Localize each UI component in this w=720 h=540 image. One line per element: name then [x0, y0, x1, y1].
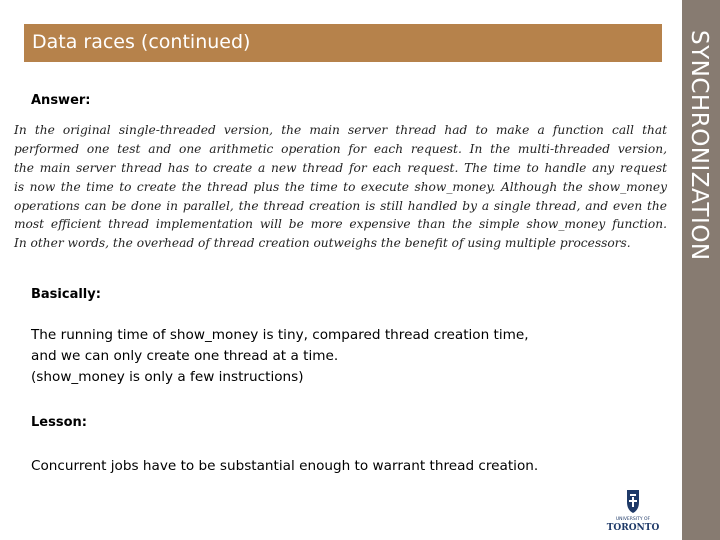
basically-line: and we can only create one thread at a time.: [31, 348, 339, 364]
crest-icon: [603, 488, 663, 532]
quote-line: the main server thread has to create a new thread for each request. The time to handle any request: [14, 160, 667, 175]
basically-line: (show_money is only a few instructions): [31, 369, 304, 385]
basically-text: [31, 325, 529, 388]
lesson-text: Concurrent jobs have to be substantial enough to warrant thread creation.: [31, 458, 539, 474]
logo-name: TORONTO: [606, 523, 660, 532]
title-bar: [24, 24, 662, 62]
quote-line: most efficient thread implementation will be more expensive than the simple show_money function.: [14, 217, 667, 232]
slide-title: Data races (continued): [32, 31, 251, 53]
quote-line: In other words, the overhead of thread creation outweighs the benefit of using multiple processors.: [14, 236, 631, 251]
logo-small-text: UNIVERSITY OF: [615, 517, 651, 522]
answer-quote: [14, 121, 667, 253]
quote-line: operations can be done in parallel, the thread creation is still handled by a single thread, and even the: [14, 198, 667, 213]
section-title-vertical: SYNCHRONIZATION: [686, 30, 712, 261]
lesson-label: Lesson:: [31, 415, 87, 430]
quote-line: In the original single-threaded version, the main server thread had to make a function call that: [14, 123, 667, 137]
basically-line: The running time of show_money is tiny, compared thread creation time,: [31, 327, 529, 343]
answer-label: Answer:: [31, 93, 91, 108]
university-logo: [603, 488, 663, 532]
basically-label: Basically:: [31, 287, 101, 302]
quote-line: performed one test and one arithmetic operation for each request. In the multi-threaded version,: [14, 141, 667, 156]
side-band: [682, 0, 720, 540]
quote-line: is now the time to create the thread plus the time to execute show_money. Although the show_money: [14, 179, 667, 194]
